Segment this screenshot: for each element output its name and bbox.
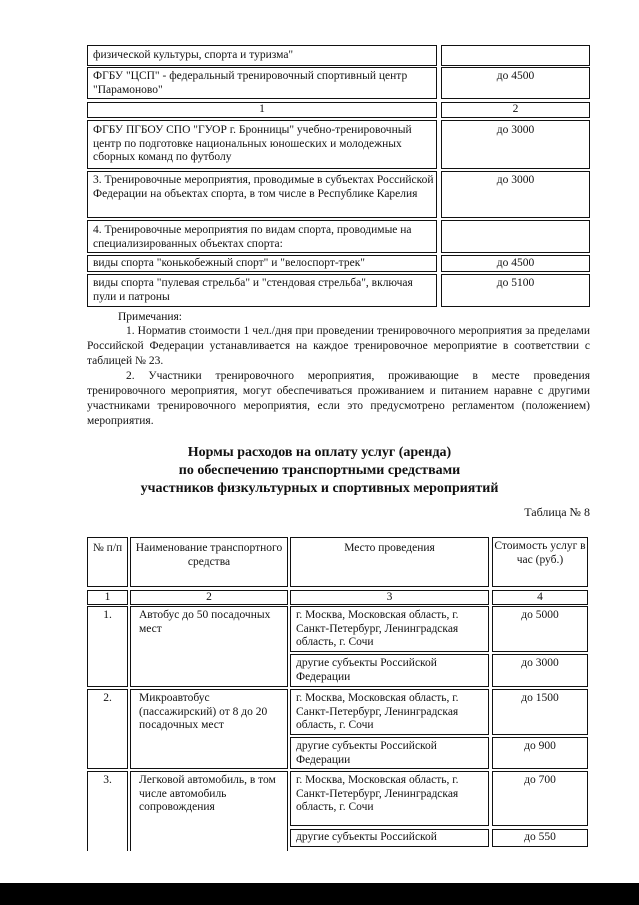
note-paragraph-2: 2. Участники тренировочного мероприятия, проживающие в месте проведения тренировочного мероприятия, могут обеспечиваться проживанием и питанием наравне с другими участниками тренировочного мероприятия, если это предусмотрено регламентом (положением) мероприятия. [87, 370, 590, 427]
place-cell: другие субъекты Российской [290, 829, 489, 847]
cost-cell: до 3000 [492, 654, 588, 687]
table-cell: до 3000 [441, 120, 590, 169]
place-cell: г. Москва, Московская область, г. Санкт-Петербург, Ленинградская область, г. Сочи [290, 689, 489, 735]
table-cell: виды спорта "конькобежный спорт" и "велоспорт-трек" [87, 255, 437, 272]
table-header-place: Место проведения [290, 537, 489, 587]
table-cell: до 4500 [441, 255, 590, 272]
note-paragraph-1: 1. Норматив стоимости 1 чел./дня при проведении тренировочного мероприятия за пределами Российской Федерации устанавливается на каждое тренировочное мероприятие в соответствии с таблицей № 23. [87, 325, 590, 367]
table-cell: до 4500 [441, 67, 590, 99]
table-cell: виды спорта "пулевая стрельба" и "стендовая стрельба", включая пули и патроны [87, 274, 437, 307]
place-cell: другие субъекты Российской Федерации [290, 737, 489, 769]
table-cell: ФГБУ ПГБОУ СПО "ГУОР г. Бронницы" учебно-тренировочный центр по подготовке национальных юношеских и молодежных сборных команд по футболу [87, 120, 437, 169]
table-header-cost: Стоимость услуг в час (руб.) [492, 537, 588, 587]
table-cell: ФГБУ "ЦСП" - федеральный тренировочный спортивный центр "Парамоново" [87, 67, 437, 99]
column-number: 2 [441, 102, 590, 118]
row-number: 1. [87, 606, 128, 687]
vehicle-name: Легковой автомобиль, в том числе автомобиль сопровождения [130, 771, 288, 851]
table-header-number: № п/п [87, 537, 128, 587]
place-cell: г. Москва, Московская область, г. Санкт-Петербург, Ленинградская область, г. Сочи [290, 606, 489, 652]
scan-edge-bar [0, 883, 639, 905]
section-title-line-1: Нормы расходов на оплату услуг (аренда) [187, 445, 452, 460]
table-cell [441, 45, 590, 66]
table-cell: физической культуры, спорта и туризма" [87, 45, 437, 66]
cost-cell: до 550 [492, 829, 588, 847]
column-number: 1 [87, 102, 437, 118]
table-cell: до 5100 [441, 274, 590, 307]
table-cell: до 3000 [441, 171, 590, 218]
cost-cell: до 700 [492, 771, 588, 826]
place-cell: другие субъекты Российской Федерации [290, 654, 489, 687]
section-title-line-2: по обеспечению транспортными средствами [178, 463, 461, 478]
place-cell: г. Москва, Московская область, г. Санкт-Петербург, Ленинградская область, г. Сочи [290, 771, 489, 826]
table-cell: 4. Тренировочные мероприятия по видам спорта, проводимые на специализированных объектах спорта: [87, 220, 437, 253]
table-cell: 3. Тренировочные мероприятия, проводимые в субъектах Российской Федерации на объектах спорта, в том числе в Республике Карелия [87, 171, 437, 218]
column-number: 1 [87, 590, 128, 605]
notes-title: Примечания: [118, 311, 182, 323]
row-number: 2. [87, 689, 128, 769]
column-number: 2 [130, 590, 288, 605]
table-number-label: Таблица № 8 [524, 505, 590, 519]
table-cell [441, 220, 590, 253]
cost-cell: до 900 [492, 737, 588, 769]
row-number: 3. [87, 771, 128, 851]
table-header-vehicle: Наименование транспортного средства [130, 537, 288, 587]
cost-cell: до 5000 [492, 606, 588, 652]
cost-cell: до 1500 [492, 689, 588, 735]
section-title-line-3: участников физкультурных и спортивных мероприятий [140, 481, 499, 496]
vehicle-name: Автобус до 50 посадочных мест [130, 606, 288, 687]
vehicle-name: Микроавтобус (пассажирский) от 8 до 20 посадочных мест [130, 689, 288, 769]
column-number: 3 [290, 590, 489, 605]
column-number: 4 [492, 590, 588, 605]
